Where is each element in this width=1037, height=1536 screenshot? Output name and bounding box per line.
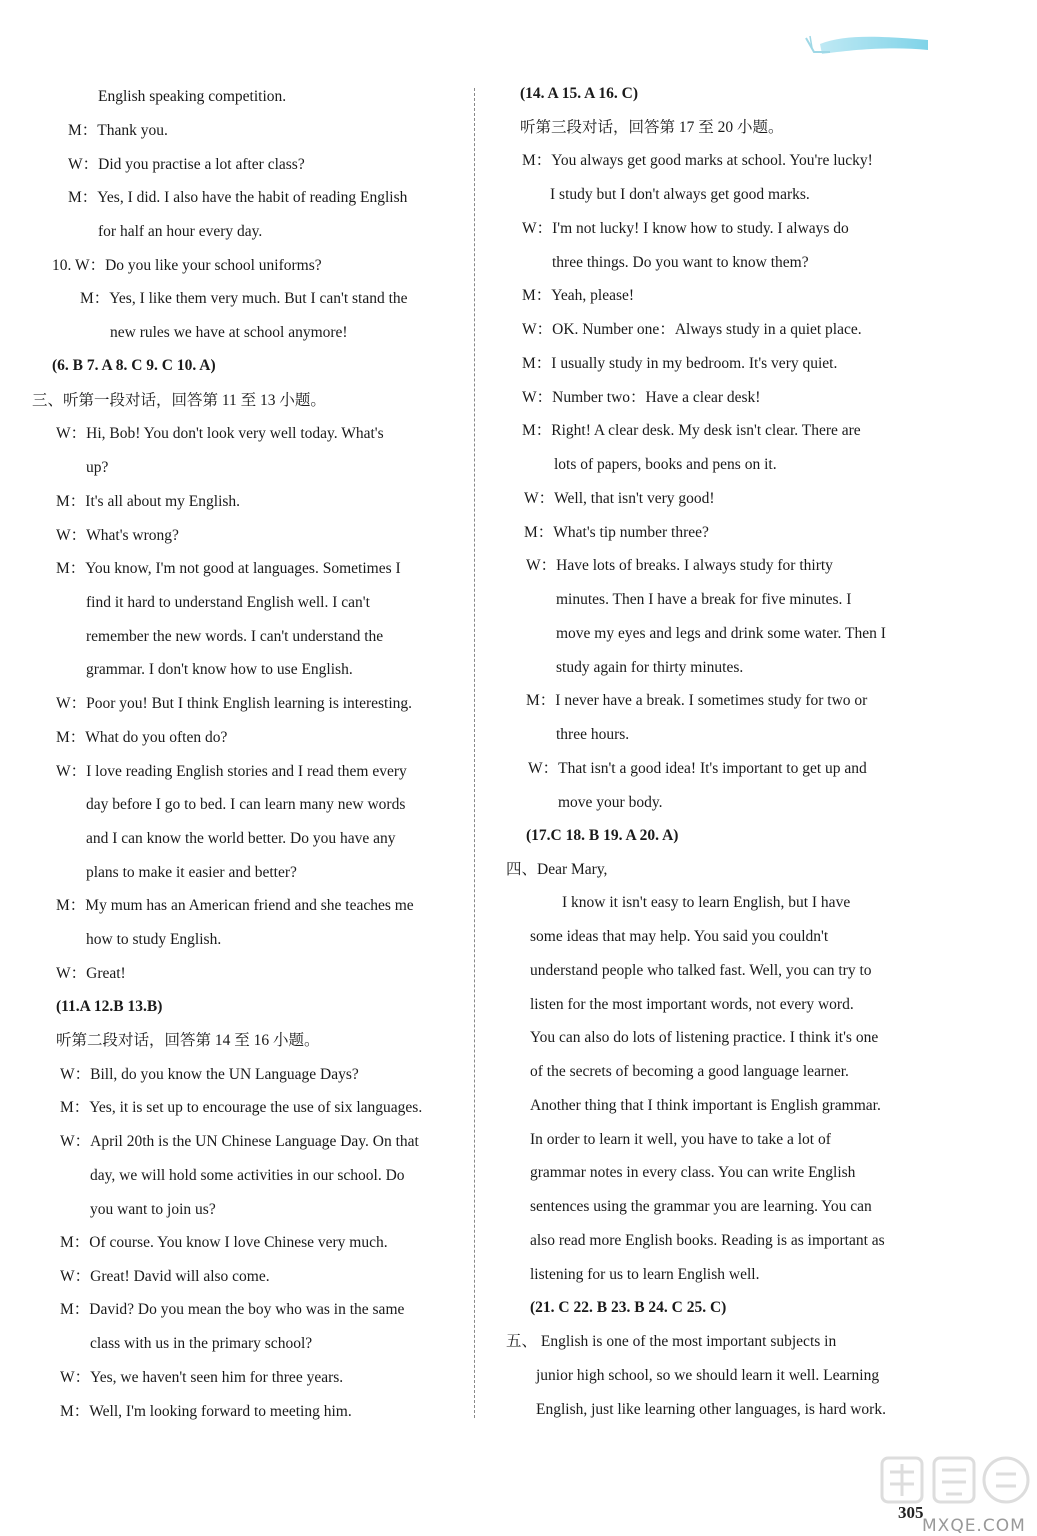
- header-decoration-icon: [800, 30, 930, 58]
- text-line: some ideas that may help. You said you couldn't: [530, 928, 829, 945]
- watermark-text: MXQE.COM: [922, 1516, 1026, 1536]
- text-line: up?: [86, 459, 109, 476]
- text-line: class with us in the primary school?: [90, 1335, 313, 1352]
- text-line: Another thing that I think important is English grammar.: [530, 1097, 881, 1114]
- section-heading: 五、 English is one of the most important subjects in: [506, 1333, 837, 1350]
- text-line: W：OK. Number one：Always study in a quiet place.: [522, 321, 862, 338]
- text-line: for half an hour every day.: [98, 223, 263, 240]
- text-line: W：Great!: [56, 965, 126, 982]
- text-line: three things. Do you want to know them?: [552, 254, 809, 271]
- text-line: M：My mum has an American friend and she teaches me: [56, 897, 414, 914]
- answer-key: (14. A 15. A 16. C): [520, 85, 638, 102]
- text-line: M：David? Do you mean the boy who was in the same: [60, 1301, 405, 1318]
- text-line: understand people who talked fast. Well, you can try to: [530, 962, 872, 979]
- text-line: how to study English.: [86, 931, 222, 948]
- text-line: I study but I don't always get good marks.: [550, 186, 810, 203]
- text-line: M：Thank you.: [68, 122, 168, 139]
- text-line: find it hard to understand English well. I can't: [86, 594, 370, 611]
- answer-key: (11.A 12.B 13.B): [56, 998, 163, 1015]
- text-line: W：Poor you! But I think English learning is interesting.: [56, 695, 413, 712]
- text-line: M：Yeah, please!: [522, 287, 635, 304]
- text-line: you want to join us?: [90, 1201, 216, 1218]
- text-line: new rules we have at school anymore!: [110, 324, 348, 341]
- text-line: M：You always get good marks at school. You're lucky!: [522, 152, 873, 169]
- text-line: also read more English books. Reading is as important as: [530, 1232, 885, 1249]
- text-line: plans to make it easier and better?: [86, 864, 297, 881]
- text-line: W：I love reading English stories and I read them every: [56, 763, 407, 780]
- text-line: remember the new words. I can't understand the: [86, 628, 384, 645]
- text-line: day before I go to bed. I can learn many new words: [86, 796, 406, 813]
- text-line: English, just like learning other languages, is hard work.: [536, 1401, 886, 1418]
- text-line: W：Did you practise a lot after class?: [68, 156, 305, 173]
- text-line: 10. W：Do you like your school uniforms?: [52, 257, 322, 274]
- text-line: and I can know the world better. Do you have any: [86, 830, 396, 847]
- text-line: W：That isn't a good idea! It's important to get up and: [528, 760, 867, 777]
- text-line: study again for thirty minutes.: [556, 659, 744, 676]
- text-line: junior high school, so we should learn it well. Learning: [536, 1367, 880, 1384]
- section-heading: 四、Dear Mary,: [506, 861, 608, 878]
- text-line: W：Great! David will also come.: [60, 1268, 270, 1285]
- text-line: W：Hi, Bob! You don't look very well today. What's: [56, 425, 384, 442]
- section-heading: 三、听第一段对话，回答第 11 至 13 小题。: [32, 392, 326, 409]
- text-line: move my eyes and legs and drink some water. Then I: [556, 625, 886, 642]
- answer-key: (6. B 7. A 8. C 9. C 10. A): [52, 357, 216, 374]
- column-divider: [474, 88, 475, 1418]
- text-line: M：It's all about my English.: [56, 493, 241, 510]
- text-line: M：Yes, it is set up to encourage the use of six languages.: [60, 1099, 423, 1116]
- answer-key: (21. C 22. B 23. B 24. C 25. C): [530, 1299, 727, 1316]
- text-line: M：What do you often do?: [56, 729, 228, 746]
- text-line: listen for the most important words, not every word.: [530, 996, 854, 1013]
- text-line: minutes. Then I have a break for five minutes. I: [556, 591, 852, 608]
- page-number: 305: [898, 1503, 924, 1522]
- text-line: M：What's tip number three?: [524, 524, 709, 541]
- text-line: move your body.: [558, 794, 663, 811]
- text-line: M：Right! A clear desk. My desk isn't clear. There are: [522, 422, 861, 439]
- text-line: M：Yes, I like them very much. But I can't stand the: [80, 290, 408, 307]
- text-line: lots of papers, books and pens on it.: [554, 456, 777, 473]
- text-line: In order to learn it well, you have to take a lot of: [530, 1131, 831, 1148]
- text-line: of the secrets of becoming a good language learner.: [530, 1063, 849, 1080]
- text-line: W：Bill, do you know the UN Language Days?: [60, 1066, 359, 1083]
- text-line: M：Well, I'm looking forward to meeting him.: [60, 1403, 352, 1420]
- text-line: I know it isn't easy to learn English, but I have: [562, 894, 851, 911]
- text-line: sentences using the grammar you are learning. You can: [530, 1198, 872, 1215]
- text-line: W：What's wrong?: [56, 527, 179, 544]
- text-line: W：Well, that isn't very good!: [524, 490, 715, 507]
- text-line: grammar notes in every class. You can write English: [530, 1164, 856, 1181]
- text-line: M：I usually study in my bedroom. It's very quiet.: [522, 355, 838, 372]
- text-line: English speaking competition.: [98, 88, 287, 105]
- text-line: W：April 20th is the UN Chinese Language Day. On that: [60, 1133, 419, 1150]
- text-line: M：Yes, I did. I also have the habit of reading English: [68, 189, 408, 206]
- text-line: three hours.: [556, 726, 630, 743]
- text-line: day, we will hold some activities in our school. Do: [90, 1167, 405, 1184]
- text-line: M：You know, I'm not good at languages. Sometimes I: [56, 560, 401, 577]
- text-line: You can also do lots of listening practice. I think it's one: [530, 1029, 879, 1046]
- text-line: M：Of course. You know I love Chinese very much.: [60, 1234, 388, 1251]
- text-line: W：I'm not lucky! I know how to study. I always do: [522, 220, 849, 237]
- section-heading: 听第二段对话，回答第 14 至 16 小题。: [56, 1032, 320, 1049]
- section-heading: 听第三段对话，回答第 17 至 20 小题。: [520, 119, 784, 136]
- text-line: W：Have lots of breaks. I always study for thirty: [526, 557, 833, 574]
- text-line: grammar. I don't know how to use English.: [86, 661, 353, 678]
- text-line: M：I never have a break. I sometimes study for two or: [526, 692, 868, 709]
- text-line: W：Yes, we haven't seen him for three years.: [60, 1369, 344, 1386]
- answer-key: (17.C 18. B 19. A 20. A): [526, 827, 679, 844]
- text-line: W：Number two：Have a clear desk!: [522, 389, 761, 406]
- text-line: listening for us to learn English well.: [530, 1266, 760, 1283]
